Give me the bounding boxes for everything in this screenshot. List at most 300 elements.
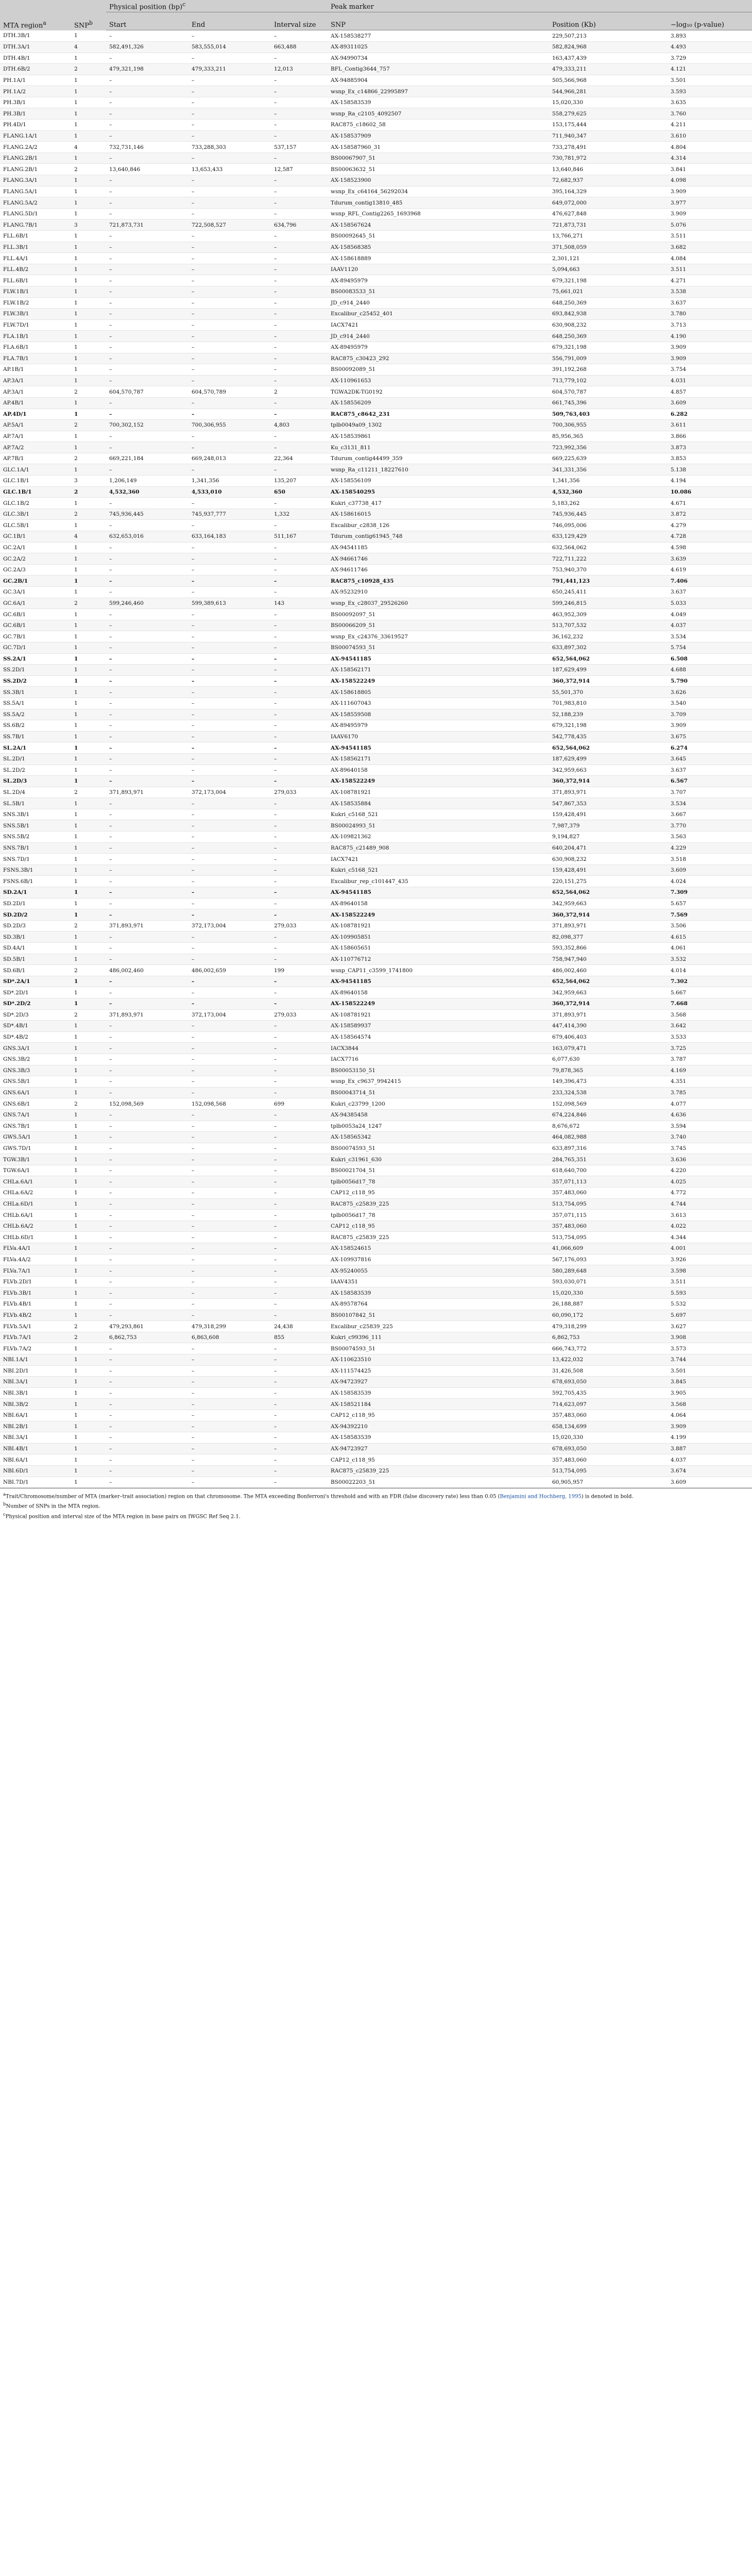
cell-position: 513,754,095 (549, 1465, 668, 1477)
cell-interval: 22,364 (271, 453, 328, 464)
cell-snp-count: 1 (71, 409, 106, 420)
table-row (0, 1232, 752, 1243)
cell-peak-snp: AX-158583539 (328, 1387, 549, 1399)
cell-logp: 5.033 (668, 598, 752, 609)
table-row (0, 1477, 752, 1488)
cell-start: – (106, 1276, 189, 1287)
cell-logp: 4.772 (668, 1188, 752, 1199)
cell-position: 630,908,232 (549, 319, 668, 331)
cell-region: AP.7B/1 (0, 453, 71, 464)
cell-logp: 3.563 (668, 832, 752, 843)
cell-start: – (106, 1454, 189, 1466)
cell-position: 82,098,377 (549, 931, 668, 943)
cell-start: – (106, 865, 189, 876)
cell-interval: – (271, 1243, 328, 1255)
cell-end: – (189, 1143, 271, 1154)
cell-logp: 4.615 (668, 931, 752, 943)
cell-snp-count: 1 (71, 931, 106, 943)
cell-interval: – (271, 687, 328, 698)
cell-logp: 6.508 (668, 653, 752, 665)
cell-region: FLANG.5D/1 (0, 208, 71, 219)
cell-peak-snp: AX-94541185 (328, 887, 549, 899)
cell-peak-snp: tplb0053a24_1247 (328, 1121, 549, 1132)
cell-snp-count: 1 (71, 375, 106, 386)
cell-end: – (189, 898, 271, 909)
cell-position: 13,422,032 (549, 1354, 668, 1365)
table-row (0, 309, 752, 320)
cell-interval: – (271, 409, 328, 420)
cell-start: – (106, 1387, 189, 1399)
cell-start: – (106, 609, 189, 620)
cell-position: 567,176,093 (549, 1254, 668, 1265)
cell-end: – (189, 832, 271, 843)
cell-start: – (106, 720, 189, 732)
cell-interval: – (271, 1043, 328, 1054)
cell-region: FSNS.3B/1 (0, 865, 71, 876)
table-row (0, 1154, 752, 1165)
cell-position: 753,940,370 (549, 564, 668, 575)
cell-region: SD*.2A/1 (0, 976, 71, 987)
cell-peak-snp: Excalibur_rep_c101447_435 (328, 876, 549, 887)
cell-snp-count: 1 (71, 987, 106, 998)
cell-region: NBI.6D/1 (0, 1465, 71, 1477)
cell-logp: 3.511 (668, 264, 752, 275)
cell-position: 544,966,281 (549, 86, 668, 97)
cell-logp: 3.770 (668, 820, 752, 832)
table-row (0, 420, 752, 431)
cell-end: – (189, 1421, 271, 1432)
footnote-c: $^c$Physical position and interval size of the MTA region in base pairs on IWGSC Ref Seq 2.1. (3, 1511, 241, 1520)
cell-peak-snp: wsnp_CAP11_c3599_1741800 (328, 965, 549, 976)
table-row (0, 887, 752, 899)
cell-region: FLA.1B/1 (0, 331, 71, 342)
cell-position: 714,623,097 (549, 1399, 668, 1410)
table-row (0, 665, 752, 676)
cell-peak-snp: AX-94723927 (328, 1377, 549, 1388)
cell-end: – (189, 575, 271, 587)
cell-interval: – (271, 698, 328, 709)
cell-peak-snp: AX-111574425 (328, 1365, 549, 1377)
cell-start: – (106, 1031, 189, 1043)
cell-peak-snp: AX-158589937 (328, 1021, 549, 1032)
cell-end: – (189, 331, 271, 342)
cell-end: – (189, 631, 271, 642)
cell-peak-snp: BS00083533_51 (328, 286, 549, 297)
cell-logp: 4.121 (668, 64, 752, 75)
cell-region: FLW.3B/1 (0, 309, 71, 320)
cell-interval: 699 (271, 1098, 328, 1110)
cell-snp-count: 1 (71, 1243, 106, 1255)
cell-snp-count: 1 (71, 1143, 106, 1154)
cell-position: 580,289,648 (549, 1265, 668, 1277)
table-row (0, 1065, 752, 1076)
cell-position: 187,629,499 (549, 665, 668, 676)
cell-interval: – (271, 1387, 328, 1399)
cell-peak-snp: RAC875_c18602_58 (328, 120, 549, 131)
cell-interval: – (271, 286, 328, 297)
cell-peak-snp: BS00066209_51 (328, 620, 549, 631)
table-row (0, 1432, 752, 1444)
cell-interval: – (271, 364, 328, 376)
cell-position: 558,279,625 (549, 108, 668, 120)
cell-region: CHLa.6A/1 (0, 1176, 71, 1188)
cell-interval: – (271, 498, 328, 509)
cell-snp-count: 3 (71, 476, 106, 487)
cell-interval: – (271, 1087, 328, 1098)
cell-peak-snp: IAAV1120 (328, 264, 549, 275)
cell-logp: 4.049 (668, 609, 752, 620)
cell-region: FLL.6B/1 (0, 231, 71, 242)
table-row (0, 264, 752, 275)
cell-interval: – (271, 842, 328, 854)
cell-logp: 3.905 (668, 1387, 752, 1399)
cell-region: FLVb.7A/2 (0, 1343, 71, 1354)
cell-logp: 3.780 (668, 309, 752, 320)
table-row (0, 1321, 752, 1332)
cell-peak-snp: TGWA2DK-TG0192 (328, 386, 549, 398)
cell-interval: – (271, 375, 328, 386)
table-row (0, 742, 752, 754)
cell-logp: 4.857 (668, 386, 752, 398)
cell-start: – (106, 130, 189, 142)
cell-start: 599,246,460 (106, 598, 189, 609)
cell-logp: 3.887 (668, 1443, 752, 1454)
cell-end: – (189, 1443, 271, 1454)
cell-start: – (106, 208, 189, 219)
cell-snp-count: 1 (71, 943, 106, 954)
cell-logp: 3.908 (668, 1332, 752, 1343)
cell-position: 360,372,914 (549, 776, 668, 787)
cell-end: – (189, 442, 271, 453)
cell-start: – (106, 820, 189, 832)
cell-end: – (189, 1254, 271, 1265)
cell-end: 583,555,014 (189, 41, 271, 53)
table-row (0, 1410, 752, 1421)
cell-interval: 4,803 (271, 420, 328, 431)
cell-peak-snp: Excalibur_c25839_225 (328, 1321, 549, 1332)
cell-position: 391,192,268 (549, 364, 668, 376)
table-row (0, 1021, 752, 1032)
cell-peak-snp: RAC875_c21489_908 (328, 842, 549, 854)
cell-region: SS.2D/1 (0, 665, 71, 676)
cell-position: 159,428,491 (549, 865, 668, 876)
cell-interval: – (271, 731, 328, 742)
cell-end: – (189, 909, 271, 921)
cell-logp: 3.593 (668, 86, 752, 97)
cell-snp-count: 1 (71, 1021, 106, 1032)
cell-peak-snp: RAC875_c25839_225 (328, 1232, 549, 1243)
cell-region: FLW.1B/2 (0, 297, 71, 309)
cell-end: – (189, 353, 271, 364)
table-row (0, 1454, 752, 1466)
cell-peak-snp: AX-158616015 (328, 509, 549, 520)
cell-snp-count: 1 (71, 1354, 106, 1365)
cell-start: – (106, 364, 189, 376)
cell-peak-snp: AX-158523900 (328, 175, 549, 187)
cell-region: DTH.4B/1 (0, 53, 71, 64)
cell-start: – (106, 53, 189, 64)
cell-peak-snp: tplb0056d17_78 (328, 1176, 549, 1188)
cell-logp: 3.501 (668, 75, 752, 86)
cell-region: GNS.5B/1 (0, 1076, 71, 1088)
cell-logp: 4.351 (668, 1076, 752, 1088)
table-row (0, 286, 752, 297)
cell-end: – (189, 1454, 271, 1466)
cell-interval: – (271, 152, 328, 164)
cell-interval: – (271, 631, 328, 642)
cell-interval: – (271, 120, 328, 131)
cell-region: AP.1B/1 (0, 364, 71, 376)
cell-position: 371,893,971 (549, 787, 668, 798)
cell-interval: – (271, 1132, 328, 1143)
cell-region: FLL.6B/1 (0, 275, 71, 286)
cell-peak-snp: AX-95232910 (328, 587, 549, 598)
cell-logp: 4.024 (668, 876, 752, 887)
table-row (0, 1109, 752, 1121)
cell-peak-snp: AX-158538277 (328, 30, 549, 42)
cell-start: – (106, 286, 189, 297)
cell-start: – (106, 887, 189, 899)
table-row (0, 375, 752, 386)
cell-snp-count: 1 (71, 587, 106, 598)
cell-snp-count: 1 (71, 687, 106, 698)
cell-snp-count: 2 (71, 1098, 106, 1110)
cell-logp: 5.754 (668, 642, 752, 653)
cell-snp-count: 1 (71, 798, 106, 809)
cell-position: 85,956,365 (549, 431, 668, 442)
cell-peak-snp: AX-111607043 (328, 698, 549, 709)
cell-peak-snp: AX-94723927 (328, 1443, 549, 1454)
cell-logp: 4.037 (668, 1454, 752, 1466)
cell-position: 701,983,810 (549, 698, 668, 709)
cell-interval: – (271, 297, 328, 309)
cell-peak-snp: Kukri_c31961_630 (328, 1154, 549, 1165)
cell-peak-snp: AX-94990734 (328, 53, 549, 64)
cell-snp-count: 1 (71, 1310, 106, 1321)
cell-peak-snp: CAP12_c118_95 (328, 1221, 549, 1232)
cell-start: – (106, 431, 189, 442)
footnote-a: $^a$Trait/Chromosome/number of MTA (marker–trait association) region on that chromosome. The MTA exceeding Bonferroni's threshold and with an FDR (false discovery rate) less than 0.05 (Benjamini and Hochberg, 1995) is denoted in bold. (3, 1492, 634, 1500)
table-row (0, 776, 752, 787)
cell-position: 791,441,123 (549, 575, 668, 587)
cell-peak-snp: AX-158583539 (328, 97, 549, 108)
table-row (0, 1165, 752, 1176)
cell-start: – (106, 898, 189, 909)
cell-region: FLVb.4B/2 (0, 1310, 71, 1321)
table-row (0, 1377, 752, 1388)
cell-peak-snp: RAC875_c25839_225 (328, 1465, 549, 1477)
cell-snp-count: 1 (71, 720, 106, 732)
cell-end: – (189, 753, 271, 765)
cell-logp: 3.909 (668, 342, 752, 353)
cell-region: AP.4D/1 (0, 409, 71, 420)
cell-start: – (106, 409, 189, 420)
cell-snp-count: 1 (71, 53, 106, 64)
cell-region: GNS.6A/1 (0, 1087, 71, 1098)
cell-peak-snp: Kukri_c37738_417 (328, 498, 549, 509)
cell-region: NBI.3B/2 (0, 1399, 71, 1410)
cell-logp: 4.037 (668, 620, 752, 631)
table-row (0, 364, 752, 376)
cell-region: FLVb.5A/1 (0, 1321, 71, 1332)
cell-start: 371,893,971 (106, 920, 189, 931)
cell-logp: 7.406 (668, 575, 752, 587)
cell-region: SL.2D/2 (0, 765, 71, 776)
cell-end: – (189, 1087, 271, 1098)
cell-snp-count: 1 (71, 1377, 106, 1388)
table-row (0, 553, 752, 565)
cell-start: – (106, 319, 189, 331)
cell-start: 6,862,753 (106, 1332, 189, 1343)
cell-region: GC.3A/1 (0, 587, 71, 598)
cell-peak-snp: wsnp_RFL_Contig2265_1693968 (328, 208, 549, 219)
cell-logp: 4.804 (668, 142, 752, 153)
cell-region: AP.3A/1 (0, 375, 71, 386)
cell-end: 669,248,013 (189, 453, 271, 464)
cell-peak-snp: AX-109905851 (328, 931, 549, 943)
cell-position: 679,321,198 (549, 342, 668, 353)
cell-position: 31,426,508 (549, 1365, 668, 1377)
table-row (0, 464, 752, 476)
cell-end: – (189, 665, 271, 676)
cell-logp: 4.194 (668, 476, 752, 487)
cell-end: – (189, 30, 271, 42)
cell-interval: – (271, 765, 328, 776)
cell-region: SD.3B/1 (0, 931, 71, 943)
cell-start: – (106, 954, 189, 965)
cell-end: – (189, 798, 271, 809)
cell-peak-snp: AX-158521184 (328, 1399, 549, 1410)
cell-peak-snp: AX-158537909 (328, 130, 549, 142)
table-row (0, 353, 752, 364)
cell-region: GLC.3B/1 (0, 509, 71, 520)
cell-logp: 3.853 (668, 453, 752, 464)
cell-peak-snp: AX-158556209 (328, 397, 549, 409)
cell-end: – (189, 130, 271, 142)
cell-interval: – (271, 1031, 328, 1043)
cell-interval: 12,013 (271, 64, 328, 75)
cell-start: – (106, 1465, 189, 1477)
cell-position: 652,564,062 (549, 976, 668, 987)
cell-snp-count: 1 (71, 309, 106, 320)
cell-region: FLANG.5A/2 (0, 197, 71, 209)
table-row (0, 842, 752, 854)
cell-region: FLA.6B/1 (0, 342, 71, 353)
cell-interval: – (271, 809, 328, 820)
cell-interval: – (271, 675, 328, 687)
cell-interval: 279,033 (271, 787, 328, 798)
cell-logp: 3.613 (668, 1210, 752, 1221)
cell-end: – (189, 709, 271, 720)
citation-link[interactable]: Benjamini and Hochberg, 1995 (500, 1494, 582, 1500)
cell-position: 13,766,271 (549, 231, 668, 242)
cell-end: – (189, 297, 271, 309)
cell-start: – (106, 1054, 189, 1065)
cell-peak-snp: JD_c914_2440 (328, 297, 549, 309)
cell-interval: – (271, 1221, 328, 1232)
cell-peak-snp: RAC875_c25839_225 (328, 1198, 549, 1210)
cell-peak-snp: AX-89495979 (328, 720, 549, 732)
cell-peak-snp: AX-158522249 (328, 909, 549, 921)
cell-start: – (106, 832, 189, 843)
cell-peak-snp: CAP12_c118_95 (328, 1410, 549, 1421)
cell-interval: – (271, 264, 328, 275)
cell-end: – (189, 75, 271, 86)
cell-end: – (189, 197, 271, 209)
cell-start: – (106, 687, 189, 698)
cell-interval: 663,488 (271, 41, 328, 53)
cell-logp: 3.725 (668, 1043, 752, 1054)
cell-region: SS.2A/1 (0, 653, 71, 665)
cell-region: GLC.5B/1 (0, 520, 71, 531)
cell-start: – (106, 1477, 189, 1488)
cell-peak-snp: AX-158583539 (328, 1432, 549, 1444)
table-row (0, 1421, 752, 1432)
cell-snp-count: 1 (71, 75, 106, 86)
cell-end: – (189, 397, 271, 409)
cell-logp: 3.977 (668, 197, 752, 209)
cell-start: – (106, 30, 189, 42)
cell-peak-snp: wsnp_Ex_c28037_29526260 (328, 598, 549, 609)
cell-interval: – (271, 865, 328, 876)
cell-position: 5,183,262 (549, 498, 668, 509)
cell-logp: 3.636 (668, 1154, 752, 1165)
cell-start: – (106, 1377, 189, 1388)
cell-peak-snp: AX-158522249 (328, 675, 549, 687)
cell-region: NBI.3B/1 (0, 1387, 71, 1399)
cell-snp-count: 4 (71, 531, 106, 543)
cell-interval: – (271, 665, 328, 676)
cell-position: 1,341,356 (549, 476, 668, 487)
cell-start: – (106, 553, 189, 565)
cell-snp-count: 1 (71, 1287, 106, 1299)
cell-logp: 5.138 (668, 464, 752, 476)
cell-peak-snp: AX-108781921 (328, 920, 549, 931)
table-row (0, 1265, 752, 1277)
cell-interval: – (271, 1421, 328, 1432)
cell-position: 679,321,198 (549, 720, 668, 732)
table-row (0, 709, 752, 720)
cell-region: SD.2D/2 (0, 909, 71, 921)
cell-position: 679,406,403 (549, 1031, 668, 1043)
cell-position: 4,532,360 (549, 486, 668, 498)
cell-end: – (189, 1276, 271, 1287)
cell-snp-count: 1 (71, 1065, 106, 1076)
cell-start: – (106, 1176, 189, 1188)
cell-logp: 3.872 (668, 509, 752, 520)
cell-snp-count: 1 (71, 242, 106, 253)
cell-snp-count: 1 (71, 909, 106, 921)
cell-position: 556,791,009 (549, 353, 668, 364)
cell-start: – (106, 1254, 189, 1265)
cell-region: FLVb.2D/1 (0, 1276, 71, 1287)
cell-region: CHLa.6D/1 (0, 1198, 71, 1210)
cell-snp-count: 2 (71, 1321, 106, 1332)
cell-snp-count: 1 (71, 631, 106, 642)
cell-snp-count: 1 (71, 1210, 106, 1221)
cell-position: 395,164,329 (549, 186, 668, 197)
cell-interval: – (271, 542, 328, 553)
cell-logp: 4.211 (668, 120, 752, 131)
cell-position: 649,072,000 (549, 197, 668, 209)
cell-end: – (189, 1121, 271, 1132)
cell-position: 678,693,050 (549, 1443, 668, 1454)
cell-peak-snp: CAP12_c118_95 (328, 1454, 549, 1466)
cell-position: 8,676,672 (549, 1121, 668, 1132)
header-physical-position: Physical position (bp)$^c$ (106, 0, 328, 12)
cell-interval: – (271, 342, 328, 353)
cell-interval: – (271, 1354, 328, 1365)
